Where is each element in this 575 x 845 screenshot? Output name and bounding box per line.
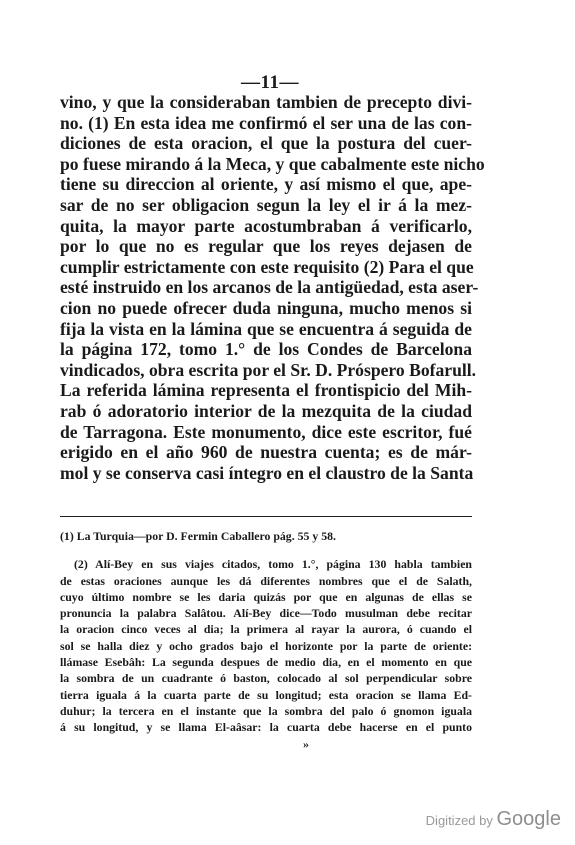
text-line: esté instruido en los arcanos de la antigüedad, esta aser- bbox=[60, 277, 479, 298]
footnotes bbox=[60, 528, 472, 752]
text-line: no. (1) En esta idea me confirmó el ser una de las con- bbox=[60, 112, 472, 133]
text-line: sar de no ser obligacion segun la ley el ir á la mez- bbox=[60, 194, 472, 215]
text-line: vindicados, obra escrita por el Sr. D. Próspero Bofarull. bbox=[60, 359, 477, 380]
footnote-line: tierra iguala á la cuarta parte de su longitud; esta oracion se llama Ed- bbox=[60, 687, 472, 702]
text-line: mol y se conserva casi íntegro en el claustro de la Santa bbox=[60, 462, 474, 483]
main-text-block bbox=[60, 92, 485, 483]
text-line: erigido en el año 960 de nuestra cuenta; es de már- bbox=[60, 442, 472, 463]
text-line: fija la vista en la lámina que se encuentra á seguida de bbox=[60, 318, 472, 339]
digitized-watermark bbox=[426, 808, 561, 831]
text-line: La referida lámina representa el frontispicio del Mih- bbox=[60, 380, 472, 401]
footnote-line: sol se halla diez y ocho grados bajo el horizonte por la parte de oriente: bbox=[60, 638, 472, 653]
text-line: la página 172, tomo 1.° de los Condes de Barcelona bbox=[60, 339, 472, 360]
text-line: de Tarragona. Este monumento, dice este escritor, fué bbox=[60, 421, 472, 442]
text-line: quita, la mayor parte acostumbraban á verificarlo, bbox=[60, 215, 472, 236]
footnote-2 bbox=[60, 556, 472, 735]
catchword: » bbox=[303, 736, 309, 751]
footnote-1: (1) La Turquia—por D. Fermin Caballero pág. 55 y 58. bbox=[60, 529, 336, 543]
watermark-prefix: Digitized by bbox=[425, 813, 493, 828]
text-line: po fuese mirando á la Meca, y que cabalmente este nicho bbox=[60, 153, 485, 174]
footnote-line: á su longitud, y se llama El-aâsar: la cuarta debe hacerse en el punto bbox=[60, 720, 472, 735]
footnote-line: (2) Alí-Bey en sus viajes citados, tomo 1.°, página 130 habla tambien bbox=[74, 557, 472, 572]
text-line: cumplir estrictamente con este requisito (2) Para el que bbox=[60, 256, 474, 277]
footnote-line: llámase Esebâh: La segunda despues de medio dia, en el momento en que bbox=[60, 655, 472, 670]
footnote-line: pronuncia la palabra Salâtou. Alí-Bey dice—Todo musulman debe recitar bbox=[60, 606, 472, 621]
google-logo: Google bbox=[496, 808, 561, 830]
text-line: por lo que no es regular que los reyes dejasen de bbox=[60, 236, 472, 257]
page-number: —11— bbox=[241, 72, 299, 93]
footnote-line: la sombra de un cuadrante ó baston, colocado al sol perpendicular sobre bbox=[60, 671, 472, 686]
footnote-line: de estas oraciones aunque les dá diferentes nombres que el de Salath, bbox=[60, 573, 472, 588]
footnote-line: cuyo último nombre se les daria quizás por que en algunas de ellas se bbox=[60, 589, 472, 604]
footnote-line: duhur; la tercera en el instante que la sombra del palo ó gnomon iguala bbox=[60, 703, 472, 718]
footnote-line: la oracion cinco veces al dia; la primera al rayar la aurora, ó cuando el bbox=[60, 622, 472, 637]
text-line: rab ó adoratorio interior de la mezquita de la ciudad bbox=[60, 400, 472, 421]
footnote-divider bbox=[60, 516, 472, 517]
text-line: diciones de esta oracion, el que la postura del cuer- bbox=[60, 133, 472, 154]
text-line: cion no puede ofrecer duda ninguna, mucho menos si bbox=[60, 297, 472, 318]
text-line: vino, y que la consideraban tambien de precepto divi- bbox=[60, 92, 472, 112]
text-line: tiene su direccion al oriente, y así mismo el que, ape- bbox=[60, 174, 472, 195]
